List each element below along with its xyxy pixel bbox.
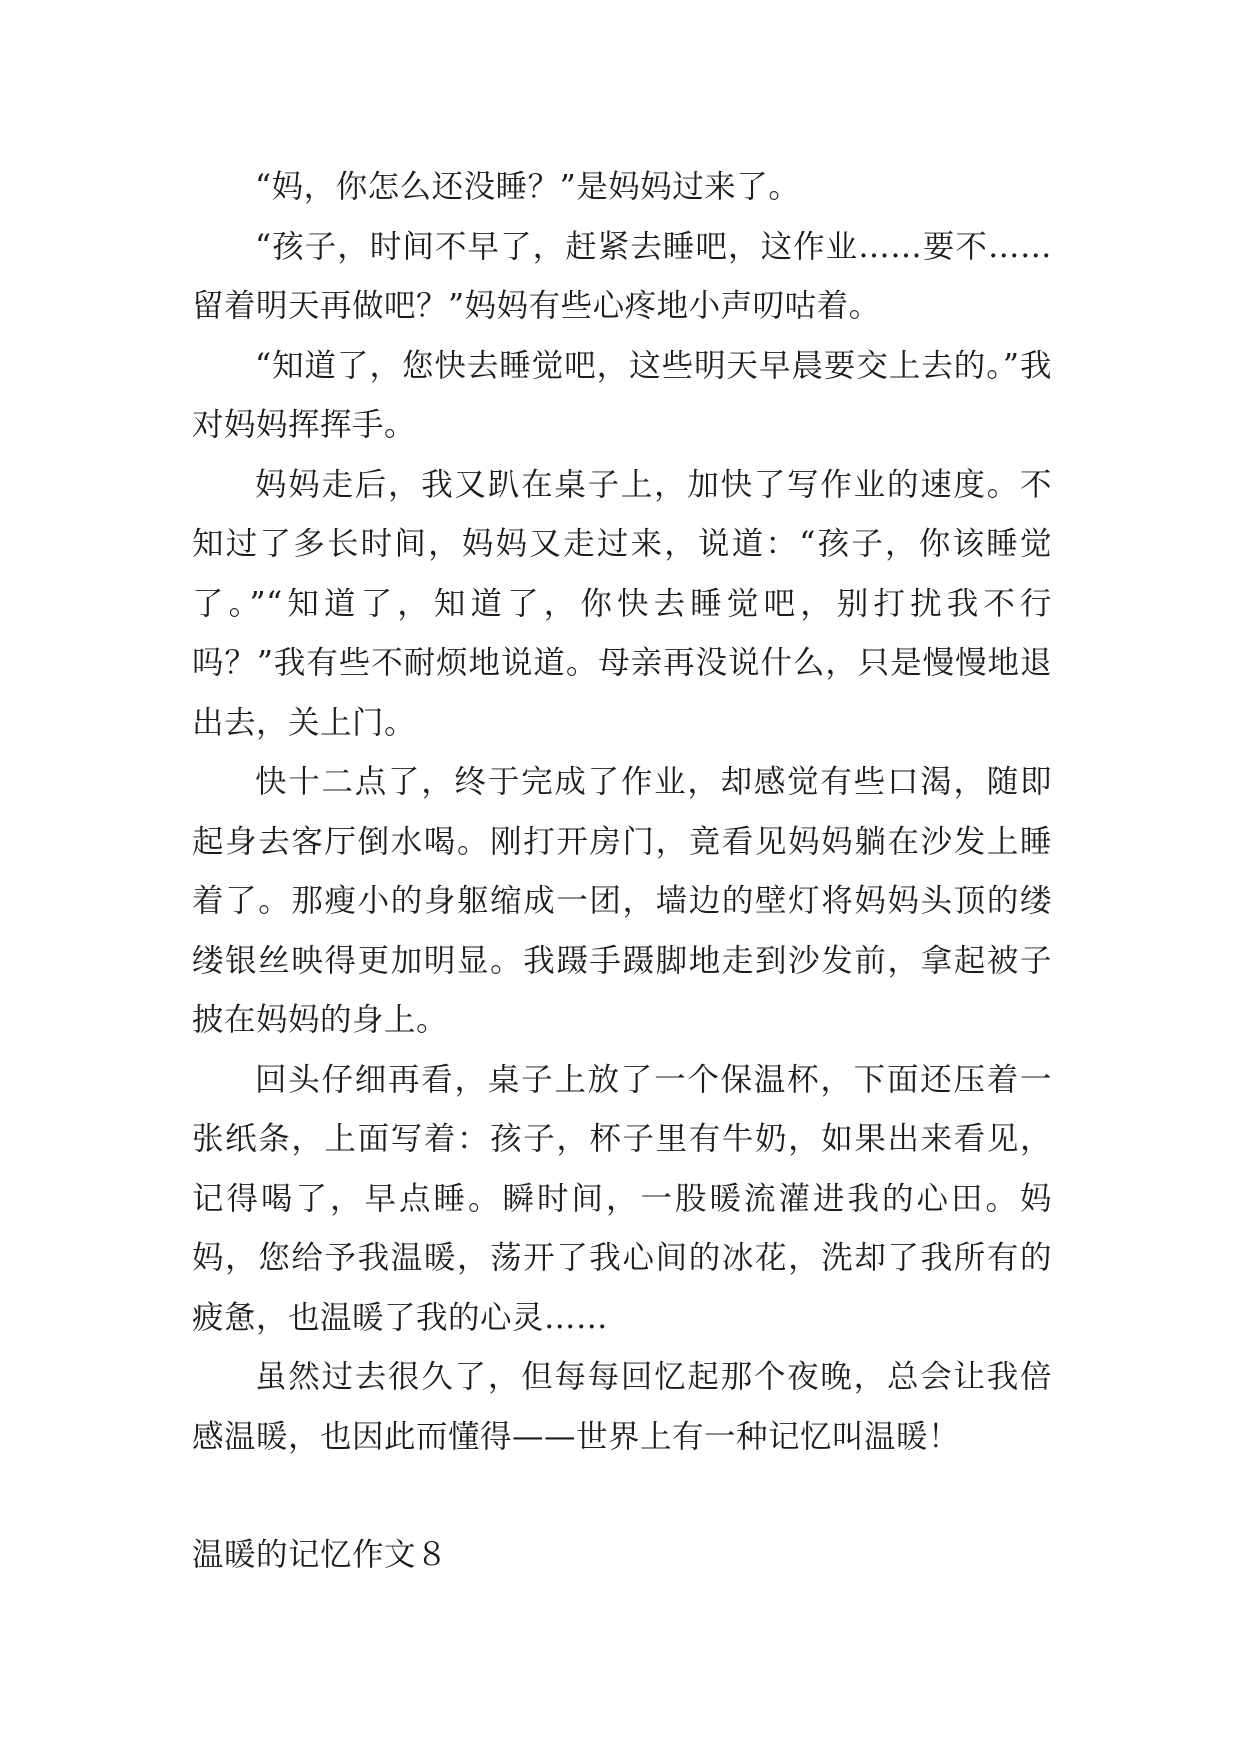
paragraph: 快十二点了，终于完成了作业，却感觉有些口渴，随即起身去客厅倒水喝。刚打开房门，竟看见妈妈躺在沙发上睡着了。那瘦小的身躯缩成一团，墙边的壁灯将妈妈头顶的缕缕银丝映得更加明显。我蹑手蹑脚地走到沙发前，拿起被子披在妈妈的身上。	[192, 764, 1052, 1038]
document-page	[192, 158, 1052, 1586]
paragraph: 回头仔细再看，桌子上放了一个保温杯，下面还压着一张纸条，上面写着：孩子，杯子里有牛奶，如果出来看见，记得喝了，早点睡。瞬时间，一股暖流灌进我的心田。妈妈，您给予我温暖，荡开了我心间的冰花，洗却了我所有的疲惫，也温暖了我的心灵……	[192, 1061, 1052, 1336]
section-heading: 温暖的记忆作文８	[192, 1537, 449, 1573]
paragraph: “孩子，时间不早了，赶紧去睡吧，这作业……要不……留着明天再做吧？”妈妈有些心疼地小声叨咕着。	[192, 228, 1052, 324]
paragraph: 妈妈走后，我又趴在桌子上，加快了写作业的速度。不知过了多长时间，妈妈又走过来，说道：“孩子，你该睡觉了。”“知道了，知道了，你快去睡觉吧，别打扰我不行吗？”我有些不耐烦地说道。母亲再没说什么，只是慢慢地退出去，关上门。	[192, 466, 1052, 741]
paragraph: “知道了，您快去睡觉吧，这些明天早晨要交上去的。”我对妈妈挥挥手。	[192, 347, 1052, 443]
paragraph: “妈，你怎么还没睡？”是妈妈过来了。	[255, 169, 801, 205]
paragraph: 虽然过去很久了，但每每回忆起那个夜晚，总会让我倍感温暖，也因此而懂得——世界上有一种记忆叫温暖！	[192, 1359, 1052, 1455]
